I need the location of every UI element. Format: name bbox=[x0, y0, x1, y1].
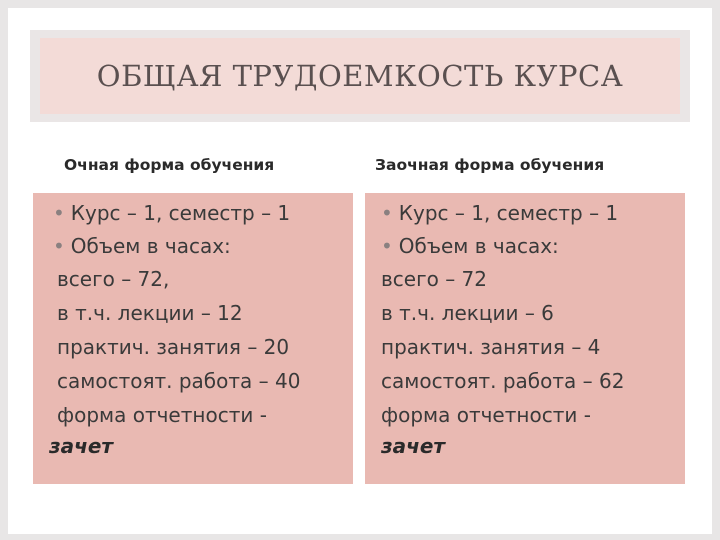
bullet-dot-icon: • bbox=[53, 234, 65, 258]
column-heading-part-time: Заочная форма обучения bbox=[375, 156, 605, 174]
text-line: в т.ч. лекции – 6 bbox=[381, 301, 554, 325]
bullet-item: • Объем в часах: bbox=[381, 234, 559, 258]
result-text: зачет bbox=[381, 434, 446, 458]
text-line: всего – 72 bbox=[381, 267, 487, 291]
text-line: всего – 72, bbox=[57, 267, 170, 291]
result-text: зачет bbox=[49, 434, 114, 458]
bullet-dot-icon: • bbox=[53, 201, 65, 225]
panel-full-time bbox=[33, 193, 353, 484]
bullet-item: • Курс – 1, семестр – 1 bbox=[381, 201, 619, 225]
title-box bbox=[40, 38, 680, 114]
title-band bbox=[30, 30, 690, 122]
bullet-dot-icon: • bbox=[381, 234, 393, 258]
text-line: форма отчетности - bbox=[57, 403, 267, 427]
text-line: в т.ч. лекции – 12 bbox=[57, 301, 243, 325]
bullet-item: • Курс – 1, семестр – 1 bbox=[53, 201, 291, 225]
bullet-item: • Объем в часах: bbox=[53, 234, 231, 258]
panel-part-time bbox=[365, 193, 685, 484]
column-heading-full-time: Очная форма обучения bbox=[64, 156, 275, 174]
text-line: самостоят. работа – 62 bbox=[381, 369, 625, 393]
slide-title: ОБЩАЯ ТРУДОЕМКОСТЬ КУРСА bbox=[96, 59, 624, 93]
bullet-dot-icon: • bbox=[381, 201, 393, 225]
text-line: самостоят. работа – 40 bbox=[57, 369, 301, 393]
text-line: практич. занятия – 4 bbox=[381, 335, 601, 359]
text-line: практич. занятия – 20 bbox=[57, 335, 290, 359]
text-line: форма отчетности - bbox=[381, 403, 591, 427]
